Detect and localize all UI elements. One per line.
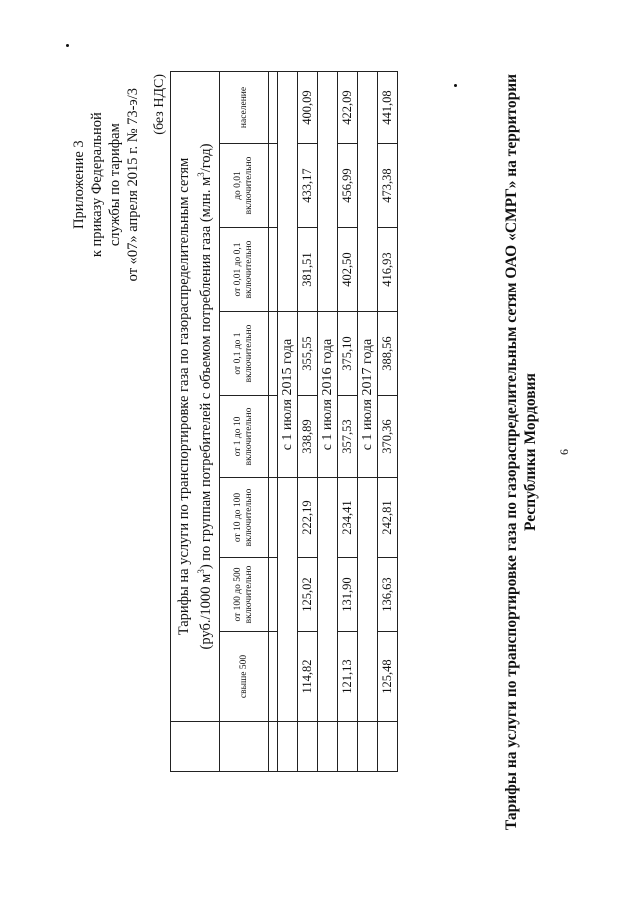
table-row: [378, 72, 398, 772]
table-cell: 121,13: [338, 632, 358, 722]
table-cell: 441,08: [378, 72, 398, 144]
table-cell: 355,55: [298, 312, 318, 396]
column-header: от 100 до 500 включительно: [220, 558, 269, 632]
appendix-line: от «07» апреля 2015 г. № 73-э/3: [125, 88, 141, 282]
table-cell: 456,99: [338, 144, 358, 228]
appendix-line: к приказу Федеральной: [89, 112, 105, 258]
scan-speck: [66, 44, 69, 47]
table-corner-cell: [171, 722, 220, 772]
table-cell: 125,02: [298, 558, 318, 632]
column-header: от 0,1 до 1 включительно: [220, 312, 269, 396]
column-header-row: [220, 72, 269, 772]
table-cell: 338,89: [298, 396, 318, 478]
table-cell: 381,51: [298, 228, 318, 312]
scan-speck: [454, 84, 457, 87]
column-header: от 0,01 до 0,1 включительно: [220, 228, 269, 312]
table-cell: 131,90: [338, 558, 358, 632]
table-cell: 114,82: [298, 632, 318, 722]
period-label: с 1 июля 2015 года: [278, 312, 298, 478]
table-cell: 370,36: [378, 396, 398, 478]
table-cell: 357,53: [338, 396, 358, 478]
period-label: с 1 июля 2016 года: [318, 312, 338, 478]
table-caption: [171, 72, 220, 722]
table-row: [338, 72, 358, 772]
appendix-line: службы по тарифам: [107, 123, 123, 247]
period-label: с 1 июля 2017 года: [358, 312, 378, 478]
vat-note: (без НДС): [152, 74, 167, 135]
column-header: население: [220, 72, 269, 144]
table-row: [298, 72, 318, 772]
table-cell: 222,19: [298, 478, 318, 558]
table-cell: 388,56: [378, 312, 398, 396]
document-title: Тарифы на услуги по транспортировке газа по газораспределительным сетям ОАО «СМРГ» на территории Республики Мордовия: [503, 73, 539, 831]
tariff-table: [170, 71, 398, 772]
column-header: до 0,01 включительно: [220, 144, 269, 228]
table-cell: 422,09: [338, 72, 358, 144]
period-row: [318, 72, 338, 772]
period-row: [358, 72, 378, 772]
appendix-reference: [70, 88, 142, 281]
table-caption-line1: Тарифы на услуги по транспортировке газа по газораспределительным сетям: [175, 157, 192, 636]
column-header: от 1 до 10 включительно: [220, 396, 269, 478]
table-cell: 242,81: [378, 478, 398, 558]
page-number: 6: [557, 449, 571, 455]
table-cell: 433,17: [298, 144, 318, 228]
table-cell: 234,41: [338, 478, 358, 558]
table-cell: 473,38: [378, 144, 398, 228]
table-caption-line2: (руб./1000 $м^3$) по группам потребителей с объемом потребления газа (млн. $м^3/год$): [195, 143, 214, 650]
table-cell: 375,10: [338, 312, 358, 396]
table-cell: 402,50: [338, 228, 358, 312]
column-header: от 10 до 100 включительно: [220, 478, 269, 558]
column-header: свыше 500: [220, 632, 269, 722]
period-row: [278, 72, 298, 772]
appendix-line: Приложение 3: [71, 140, 87, 230]
table-cell: 416,93: [378, 228, 398, 312]
rotated-document-sheet: [40, 22, 600, 882]
table-cell: 400,09: [298, 72, 318, 144]
table-cell: 125,48: [378, 632, 398, 722]
table-cell: 136,63: [378, 558, 398, 632]
empty-cell: [220, 722, 269, 772]
